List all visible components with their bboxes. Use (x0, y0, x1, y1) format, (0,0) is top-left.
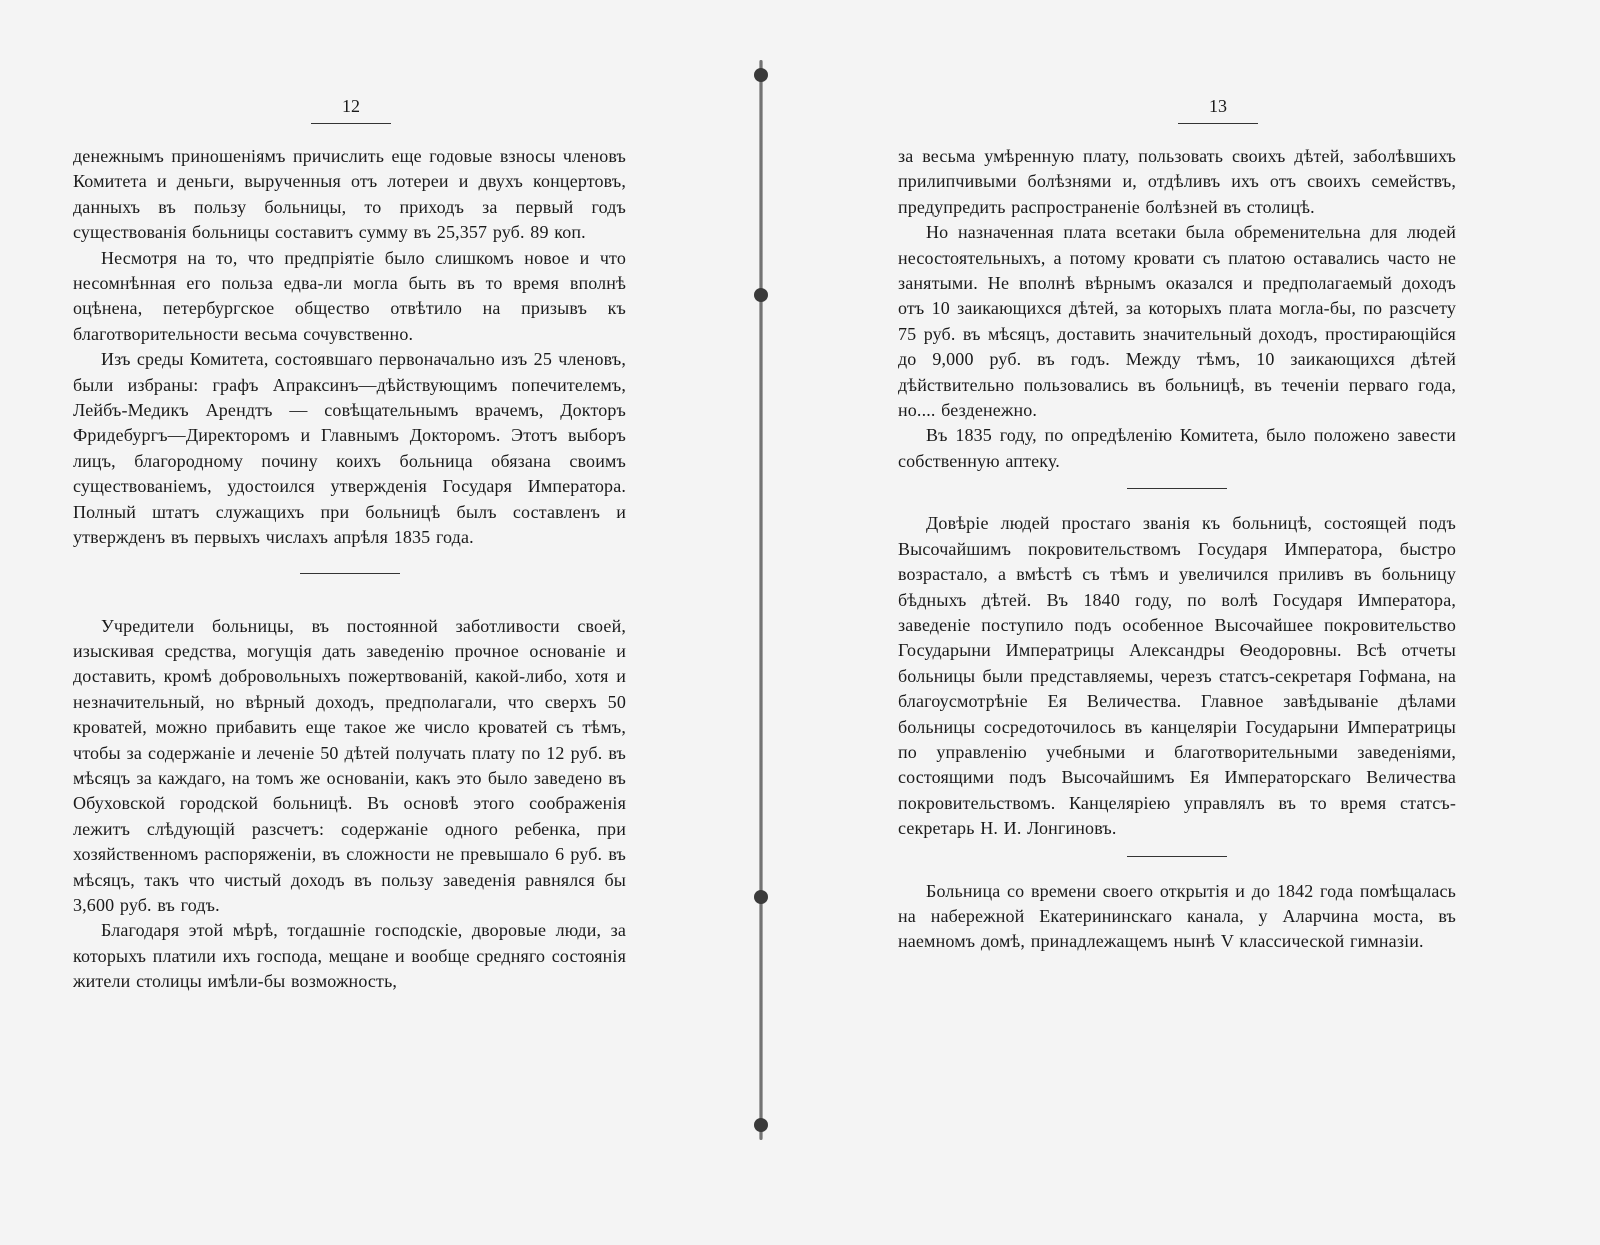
paragraph: Изъ среды Комитета, состоявшаго первоначально изъ 25 членовъ, были избраны: графъ Апраксинъ—дѣйствующимъ попечителемъ, Лейбъ-Медикъ Арендтъ — совѣщательнымъ врачемъ, Докторъ Фридебургъ—Директоромъ и Главнымъ Докторомъ. Этотъ выборъ лицъ, благородному почину коихъ больница обязана своимъ существованіемъ, удостоился утвержденія Государя Императора. Полный штатъ служащихъ при больницѣ былъ составленъ и утвержденъ въ первыхъ числахъ апрѣля 1835 года. (73, 349, 626, 548)
page-number: 12 (311, 96, 391, 124)
right-page (770, 0, 1600, 1245)
thread-knot (754, 890, 768, 904)
text-column (73, 144, 626, 995)
paragraph: Благодаря этой мѣрѣ, тогдашніе господскіе, дворовые люди, за которыхъ платили ихъ господа, мещане и вообще средняго состоянія жители столицы имѣли-бы возможность, (73, 920, 626, 992)
paragraph: Больница со времени своего открытія и до 1842 года помѣщалась на набережной Екатерининскаго канала, у Аларчина моста, въ наемномъ домѣ, принадлежащемъ нынѣ V классической гимназіи. (898, 880, 1456, 952)
thread-knot (754, 1118, 768, 1132)
thread-knot (754, 288, 768, 302)
page-number: 13 (1178, 96, 1258, 124)
paragraph: денежнымъ приношеніямъ причислить еще годовые взносы членовъ Комитета и деньги, вырученныя отъ лотереи и двухъ концертовъ, данныхъ въ пользу больницы, то приходъ за первый годъ существованія больницы составитъ сумму въ 25,357 руб. 89 коп. (73, 146, 626, 243)
thread-line (759, 60, 763, 1140)
binding-thread (752, 60, 770, 1140)
section-divider (1127, 488, 1227, 489)
section-divider (1127, 856, 1227, 857)
paragraph: за весьма умѣренную плату, пользовать своихъ дѣтей, заболѣвшихъ прилипчивыми болѣзнями и, отдѣливъ ихъ отъ своихъ семействъ, предупредить распространеніе болѣзней въ столицѣ. (898, 146, 1456, 217)
paragraph: Но назначенная плата всетаки была обременительна для людей несостоятельныхъ, а потому кровати съ платою оставались часто не занятыми. Не вполнѣ вѣрнымъ оказался и предполагаемый доходъ отъ 10 заикающихся дѣтей, за которыхъ плата могла-бы, по разсчету 75 руб. въ мѣсяцъ, доставить значительный доходъ, простирающійся до 9,000 руб. въ годъ. Между тѣмъ, 10 заикающихся дѣтей дѣйствительно пользовались въ больницѣ, въ теченіи перваго года, но.... безденежно. (898, 222, 1456, 421)
paragraph: Несмотря на то, что предпріятіе было слишкомъ новое и что несомнѣнная его польза едва-ли могла быть въ то время вполнѣ оцѣнена, петербургское общество отвѣтило на призывъ къ благотворительности весьма сочувственно. (73, 247, 626, 344)
paragraph: Довѣріе людей простаго званія къ больницѣ, состоящей подъ Высочайшимъ покровительствомъ Государя Императора, быстро возрастало, а вмѣстѣ съ тѣмъ и увеличился приливъ въ больницу бѣдныхъ дѣтей. Въ 1840 году, по волѣ Государя Императора, заведеніе поступило подъ особенное Высочайшее покровительство Государыни Императрицы Александры Ѳеодоровны. Всѣ отчеты больницы были представляемы, черезъ статсъ-секретаря Гофмана, на благоусмотрѣніе Ея Величества. Главное завѣдываніе дѣлами больницы сосредоточилось въ канцеляріи Государыни Императрицы по управленію учебными и благотворительными заведеніями, состоящими подъ Высочайшимъ Ея Императорскаго Величества покровительствомъ. Канцеляріею управлялъ въ то время статсъ-секретарь Н. И. Лонгиновъ. (898, 513, 1456, 839)
thread-knot (754, 68, 768, 82)
paragraph: Въ 1835 году, по опредѣленію Комитета, было положено завести собственную аптеку. (898, 425, 1456, 471)
left-page (0, 0, 770, 1245)
section-divider (300, 573, 400, 574)
paragraph: Учредители больницы, въ постоянной заботливости своей, изыскивая средства, могущія дать заведенію прочное основаніе и доставить, кромѣ добровольныхъ пожертвованій, какой-либо, хотя и незначительный, но вѣрный доходъ, предполагали, что сверхъ 50 кроватей, можно прибавить еще такое же число кроватей съ тѣмъ, чтобы за содержаніе и леченіе 50 дѣтей получать плату по 12 руб. въ мѣсяцъ за каждаго, на томъ же основаніи, какъ это было заведено въ Обуховской городской больницѣ. Въ основѣ этого соображенія лежитъ слѣдующій разсчетъ: содержаніе одного ребенка, при хозяйственномъ распоряженіи, въ сложности не превышало 6 руб. въ мѣсяцъ, такъ что чистый доходъ въ пользу заведенія равнялся бы 3,600 руб. въ годъ. (73, 615, 626, 915)
text-column (898, 144, 1456, 955)
